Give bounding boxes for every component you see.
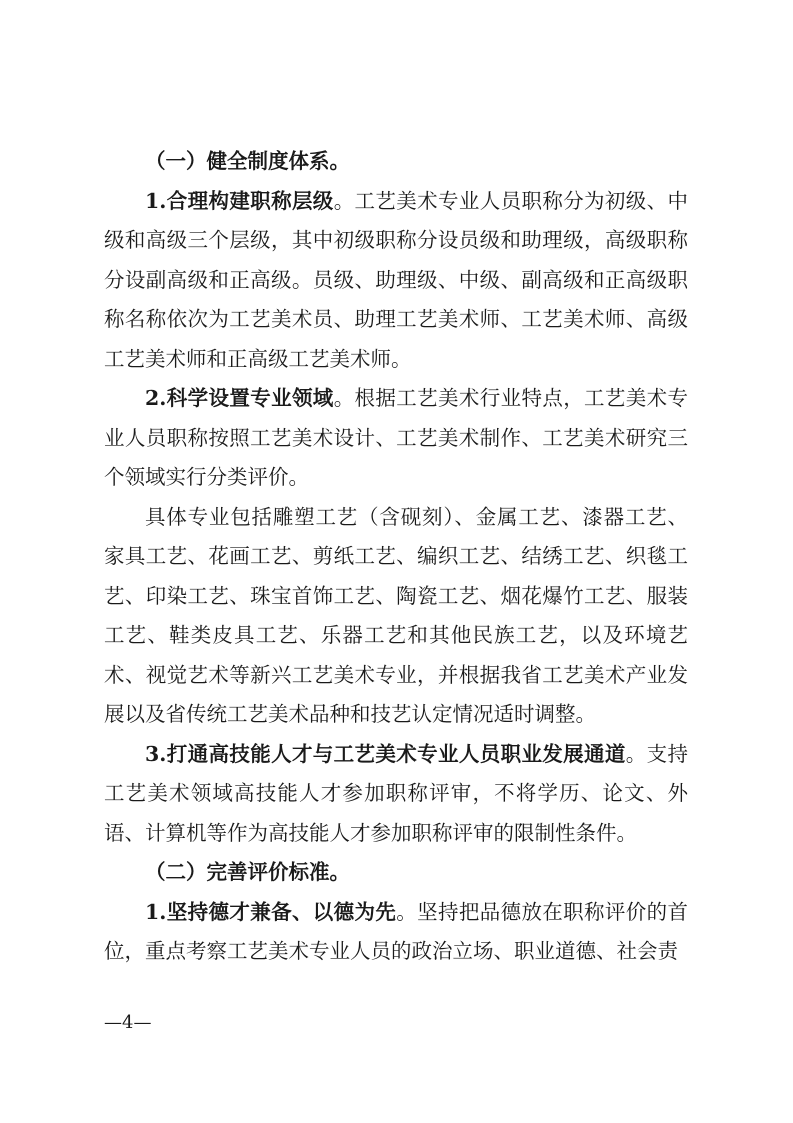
item-body-3: 。支持工艺美术领域高技能人才参加职称评审，不将学历、论文、外语、计算机等作为高技能人才参加职称评审的限制性条件。 [104,741,688,845]
section2-item-body-1: 。坚持把品德放在职称评价的首位，重点考察工艺美术专业人员的政治立场、职业道德、社会责 [104,899,688,963]
item-title-3: 3.打通高技能人才与工艺美术专业人员职业发展通道 [145,741,626,766]
paragraph-item-1 [104,182,688,380]
body-text [104,142,688,972]
paragraph-item-2 [104,379,688,498]
section-heading-1: （一）健全制度体系。 [145,149,350,173]
item-body-1: 。工艺美术专业人员职称分为初级、中级和高级三个层级，其中初级职称分设员级和助理级，高级职称分设副高级和正高级。员级、助理级、中级、副高级和正高级职称名称依次为工艺美术员、助理工艺美术师、工艺美术师、高级工艺美术师和正高级工艺美术师。 [104,188,689,371]
item-body-2: 。根据工艺美术行业特点，工艺美术专业人员职称按照工艺美术设计、工艺美术制作、工艺美术研究三个领域实行分类评价。 [104,386,689,489]
paragraph-specialties: 具体专业包括雕塑工艺（含砚刻）、金属工艺、漆器工艺、家具工艺、花画工艺、剪纸工艺、编织工艺、结绣工艺、织毯工艺、印染工艺、珠宝首饰工艺、陶瓷工艺、烟花爆竹工艺、服装工艺、鞋类皮具工艺、乐器工艺和其他民族工艺，以及环境艺术、视觉艺术等新兴工艺美术专业，并根据我省工艺美术产业发展以及省传统工艺美术品种和技艺认定情况适时调整。 [104,504,688,726]
paragraph-item-3 [104,735,688,854]
item-title-2: 2.科学设置专业领域 [145,386,334,410]
item-title-1: 1.合理构建职称层级 [145,188,334,213]
section2-item-title-1: 1.坚持德才兼备、以德为先 [145,899,397,924]
page-number: —4— [104,1012,152,1033]
paragraph-section2-item-1 [104,893,688,972]
section-heading-2: （二）完善评价标准。 [145,860,350,884]
